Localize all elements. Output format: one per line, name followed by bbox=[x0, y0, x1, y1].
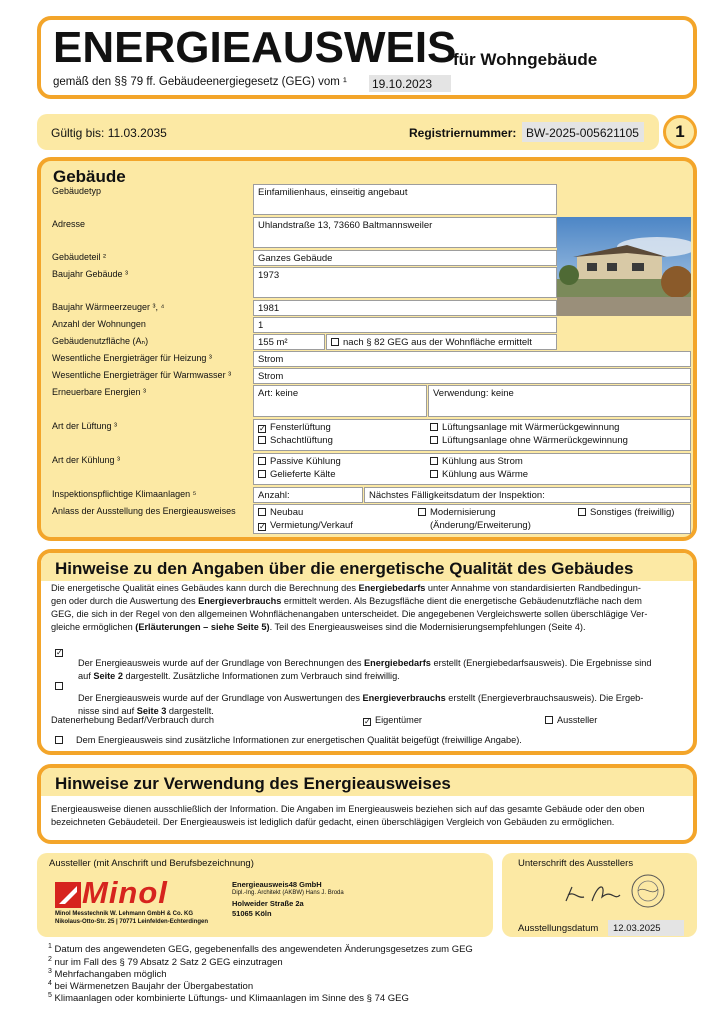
label-heater-year: Baujahr Wärmeerzeuger ³, ⁴ bbox=[52, 302, 165, 312]
value-floor-area: 155 m² bbox=[253, 334, 325, 350]
issuer-street: Holweider Straße 2a bbox=[232, 899, 304, 908]
checkbox-empty bbox=[55, 736, 63, 744]
reason-modernization-detail: (Änderung/Erweiterung) bbox=[430, 520, 531, 531]
checkbox-empty bbox=[331, 338, 339, 346]
checkbox-empty bbox=[258, 457, 266, 465]
document-subtitle: für Wohngebäude bbox=[453, 50, 598, 69]
checkbox-checked: ✓ bbox=[364, 717, 371, 726]
checkbox-empty bbox=[258, 436, 266, 444]
label-address: Adresse bbox=[52, 219, 86, 229]
checkbox-empty bbox=[430, 436, 438, 444]
checkbox-checked: ✓ bbox=[56, 648, 63, 657]
label-cooling: Art der Kühlung ³ bbox=[52, 455, 121, 465]
ac-count: Anzahl: bbox=[253, 487, 363, 503]
label-construction-year: Baujahr Gebäude ³ bbox=[52, 269, 129, 279]
checkbox-empty bbox=[418, 508, 426, 516]
label-floor-area: Gebäudenutzfläche (Aₙ) bbox=[52, 336, 149, 346]
cooling-options bbox=[253, 453, 691, 485]
validity-band bbox=[37, 114, 659, 150]
reason-modernization[interactable]: Modernisierung bbox=[418, 507, 495, 518]
option-demand-certificate[interactable]: ✓ Der Energieausweis wurde auf der Grundlage von Berechnungen des Energiebedarfs erstellt (Energiebedarfsausweis). Die Ergebnisse sind auf Seite 2 dargestellt. Zusätzliche Informationen zum Verbrauch sind freiwillig. bbox=[56, 648, 652, 681]
checkbox-empty bbox=[55, 682, 63, 690]
usage-title-band bbox=[41, 768, 693, 796]
value-construction-year: 1973 bbox=[253, 267, 557, 298]
value-heating-carrier: Strom bbox=[253, 351, 691, 367]
label-ventilation: Art der Lüftung ³ bbox=[52, 421, 118, 431]
ac-next-inspection: Nächstes Fälligkeitsdatum der Inspektion: bbox=[364, 487, 691, 503]
minol-logo-mark bbox=[55, 882, 81, 908]
usage-title: Hinweise zur Verwendung des Energieausweises bbox=[55, 774, 451, 793]
label-heating-carrier: Wesentliche Energieträger für Heizung ³ bbox=[52, 353, 212, 363]
label-ac: Inspektionspflichtige Klimaanlagen ⁵ bbox=[52, 489, 197, 499]
page-number-badge: 1 bbox=[663, 115, 697, 149]
footnote-5: $^5$ Klimaanlagen oder kombinierte Lüftungs- und Klimaanlagen im Sinne des § 74 GEG bbox=[48, 992, 409, 1005]
cooling-electric[interactable]: Kühlung aus Strom bbox=[430, 456, 523, 467]
value-heater-year: 1981 bbox=[253, 300, 557, 316]
checkbox-checked: ✓ bbox=[259, 424, 266, 433]
notes-title: Hinweise zu den Angaben über die energetische Qualität des Gebäudes bbox=[55, 559, 634, 578]
signature-box bbox=[502, 853, 697, 937]
minol-company-line: Minol Messtechnik W. Lehmann GmbH & Co. KG bbox=[55, 911, 194, 917]
law-date-field: 19.10.2023 bbox=[369, 75, 451, 92]
value-building-part: Ganzes Gebäude bbox=[253, 250, 557, 266]
issue-date: 12.03.2025 bbox=[608, 920, 684, 936]
footnote-1: $^1$ Datum des angewendeten GEG, gegebenenfalls des angewendeten Änderungsgesetzes zum GEG bbox=[48, 943, 473, 956]
issue-reason-options bbox=[253, 504, 691, 534]
header-box bbox=[37, 16, 697, 99]
value-hot-water-carrier: Strom bbox=[253, 368, 691, 384]
issuer-person: Dipl.-Ing. Architekt (AKBW) Hans J. Broda bbox=[232, 890, 344, 896]
label-building-type: Gebäudetyp bbox=[52, 186, 102, 196]
building-section-title: Gebäude bbox=[53, 167, 126, 186]
minol-address-line: Nikolaus-Otto-Str. 25 | 70771 Leinfelden-Echterdingen bbox=[55, 919, 209, 925]
footnote-2: $^2$ nur im Fall des § 79 Absatz 2 Satz 2 GEG einzutragen bbox=[48, 956, 283, 969]
ventilation-window[interactable]: ✓ Fensterlüftung bbox=[259, 422, 331, 433]
option-additional-info[interactable]: Dem Energieausweis sind zusätzliche Informationen zur energetischen Qualität beigefügt (freiwillige Angabe). bbox=[55, 734, 685, 747]
checkbox-empty bbox=[258, 470, 266, 478]
value-address: Uhlandstraße 13, 73660 Baltmannsweiler bbox=[253, 217, 557, 248]
option-consumption-certificate[interactable]: Der Energieausweis wurde auf der Grundlage von Auswertungen des Energieverbrauchs erstellt (Energieverbrauchsausweis). Die Ergeb- nisse sind auf Seite 3 dargestellt. bbox=[55, 679, 685, 718]
data-by-owner[interactable]: ✓ Eigentümer bbox=[364, 715, 422, 726]
valid-until: Gültig bis: 11.03.2035 bbox=[51, 126, 167, 140]
ventilation-shaft[interactable]: Schachtlüftung bbox=[258, 435, 333, 446]
checkbox-empty bbox=[430, 423, 438, 431]
issuer-box bbox=[37, 853, 493, 937]
reason-other[interactable]: Sonstiges (freiwillig) bbox=[578, 507, 674, 518]
registration-number: BW-2025-005621105 bbox=[522, 122, 644, 142]
ventilation-options bbox=[253, 419, 691, 451]
footnote-3: $^3$ Mehrfachangaben möglich bbox=[48, 968, 167, 981]
reason-new-build[interactable]: Neubau bbox=[258, 507, 303, 518]
cooling-delivered[interactable]: Gelieferte Kälte bbox=[258, 469, 335, 480]
notes-title-band bbox=[41, 553, 693, 581]
building-photo bbox=[557, 217, 691, 316]
signature-label: Unterschrift des Ausstellers bbox=[518, 858, 634, 869]
minol-logo bbox=[55, 875, 223, 927]
document-title: ENERGIEAUSWEIS bbox=[53, 23, 457, 72]
label-hot-water-carrier: Wesentliche Energieträger für Warmwasser ³ bbox=[52, 370, 232, 380]
footnote-4: $^4$ bei Wärmenetzen Baujahr der Übergabestation bbox=[48, 980, 254, 993]
ventilation-without-recovery[interactable]: Lüftungsanlage ohne Wärmerückgewinnung bbox=[430, 435, 628, 446]
checkbox-empty bbox=[430, 470, 438, 478]
label-renewables: Erneuerbare Energien ³ bbox=[52, 387, 147, 397]
value-apartments: 1 bbox=[253, 317, 557, 333]
checkbox-empty bbox=[258, 508, 266, 516]
handwritten-signature bbox=[558, 873, 668, 913]
registration-label: Registriernummer: bbox=[409, 126, 517, 140]
data-by-issuer[interactable]: Aussteller bbox=[545, 714, 597, 727]
usage-text: Energieausweise dienen ausschließlich der Information. Die Angaben im Energieausweis beziehen sich auf das gesamte Gebäude oder den oben bezeichneten Gebäudeteil. Der Energieausweis ist lediglich dafür gedacht, einen überschlägigen Vergleich von Gebäuden zu ermöglichen. bbox=[51, 804, 645, 827]
label-building-part: Gebäudeteil ² bbox=[52, 252, 107, 262]
reason-rent-sale[interactable]: ✓ Vermietung/Verkauf bbox=[259, 520, 353, 531]
label-apartments: Anzahl der Wohnungen bbox=[52, 319, 146, 329]
law-reference: gemäß den §§ 79 ff. Gebäudeenergiegesetz (GEG) vom ¹ bbox=[53, 76, 347, 88]
value-building-type: Einfamilienhaus, einseitig angebaut bbox=[253, 184, 557, 215]
data-collection-label: Datenerhebung Bedarf/Verbrauch durch bbox=[51, 715, 214, 725]
value-renewables-use: Verwendung: keine bbox=[428, 385, 691, 417]
cooling-heat[interactable]: Kühlung aus Wärme bbox=[430, 469, 528, 480]
issue-date-label: Ausstellungsdatum bbox=[518, 923, 599, 934]
cooling-passive[interactable]: Passive Kühlung bbox=[258, 456, 341, 467]
label-issue-reason: Anlass der Ausstellung des Energieausweises bbox=[52, 506, 236, 516]
checkbox-empty bbox=[430, 457, 438, 465]
ventilation-with-recovery[interactable]: Lüftungsanlage mit Wärmerückgewinnung bbox=[430, 422, 619, 433]
checkbox-checked: ✓ bbox=[259, 522, 266, 531]
checkbox-empty bbox=[578, 508, 586, 516]
issuer-company: Energieausweis48 GmbH bbox=[232, 880, 322, 889]
minol-logo-text: Minol bbox=[82, 875, 168, 910]
issuer-label: Aussteller (mit Anschrift und Berufsbezeichnung) bbox=[49, 858, 254, 869]
checkbox-empty bbox=[545, 716, 553, 724]
issuer-city: 51065 Köln bbox=[232, 909, 272, 918]
notes-intro: Die energetische Qualität eines Gebäudes kann durch die Berechnung des Energiebedarfs unter Annahme von standardisierten Randbedingun- gen oder durch die Auswertung des Energieverbrauchs ermittelt werden. Als Bezugsfläche dient die energetische Gebäudenutzfläche nach dem GEG, die sich in der Regel von den allgemeinen Wohnflächenangaben unterscheidet. Die angegebenen Vergleichswerte sollen überschlägige Ver- gleiche ermöglichen (Erläuterungen – siehe Seite 5). Teil des Energieausweises sind die Modernisierungsempfehlungen (Seite 4). bbox=[51, 583, 648, 632]
floor-area-method: nach § 82 GEG aus der Wohnfläche ermittelt bbox=[326, 334, 557, 350]
value-renewables-type: Art: keine bbox=[253, 385, 427, 417]
